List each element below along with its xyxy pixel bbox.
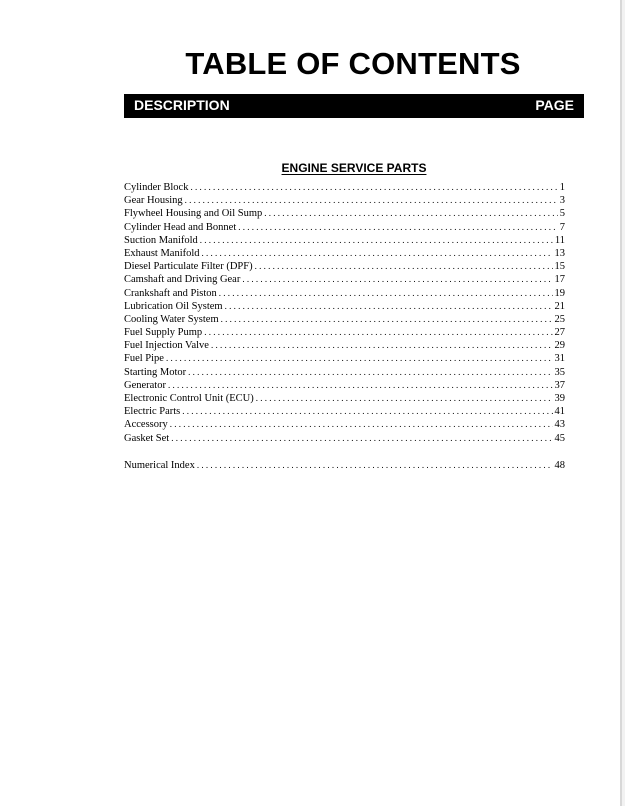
dot-leader [197, 459, 553, 472]
toc-entry-label: Suction Manifold [124, 234, 198, 246]
toc-entry-label: Flywheel Housing and Oil Sump [124, 208, 263, 220]
toc-entry-label: Numerical Index [124, 460, 195, 471]
toc-entry-label: Fuel Pipe [124, 353, 164, 365]
page-title: TABLE OF CONTENTS [185, 46, 521, 81]
dot-leader [225, 300, 553, 313]
dot-leader [264, 207, 558, 220]
toc-entry-page: 27 [554, 327, 565, 339]
toc-entry[interactable] [124, 313, 565, 326]
toc-entry-page: 11 [554, 234, 565, 246]
toc-entry-page: 35 [554, 366, 565, 378]
section-title [124, 160, 584, 176]
dot-leader [242, 273, 552, 286]
toc-entry[interactable] [124, 339, 565, 352]
toc-entry[interactable] [124, 379, 565, 392]
dot-leader [190, 181, 557, 194]
toc-entry-page: 31 [554, 353, 565, 365]
toc-list [124, 181, 565, 445]
dot-leader [256, 392, 553, 405]
dot-leader [202, 247, 553, 260]
toc-entry-label: Fuel Supply Pump [124, 327, 203, 339]
toc-entry-page: 29 [554, 340, 565, 352]
toc-entry[interactable] [124, 260, 565, 273]
dot-leader [200, 234, 553, 247]
toc-entry-page: 43 [554, 419, 565, 431]
dot-leader [170, 418, 553, 431]
toc-entry-page: 25 [554, 313, 565, 325]
toc-entry-page: 15 [554, 261, 565, 273]
toc-entry-label: Starting Motor [124, 366, 187, 378]
dot-leader [255, 260, 553, 273]
section-title-text: ENGINE SERVICE PARTS [281, 161, 427, 175]
toc-entry[interactable] [124, 234, 565, 247]
toc-entry-label: Gasket Set [124, 432, 170, 444]
toc-entry-label: Camshaft and Driving Gear [124, 274, 241, 286]
toc-entry-page: 3 [559, 195, 565, 207]
toc-entry-page: 13 [554, 247, 565, 259]
toc-entry[interactable] [124, 300, 565, 313]
toc-entry[interactable] [124, 392, 565, 405]
toc-entry-page: 39 [554, 393, 565, 404]
dot-leader [185, 194, 558, 207]
toc-entry-label: Lubrication Oil System [124, 300, 223, 312]
toc-entry-label: Generator [124, 379, 166, 391]
dot-leader [221, 313, 553, 326]
dot-leader [166, 352, 553, 365]
toc-entry-page: 19 [554, 287, 565, 299]
toc-entry-label: Cylinder Block [124, 182, 189, 193]
toc-entry-label: Electric Parts [124, 406, 181, 418]
toc-entry-label: Accessory [124, 419, 168, 431]
toc-entry[interactable] [124, 352, 565, 365]
toc-entry-page: 45 [554, 432, 565, 444]
toc-entry-numerical-index[interactable] [124, 459, 565, 472]
dot-leader [238, 221, 557, 234]
toc-entry[interactable] [124, 207, 565, 220]
toc-entry-label: Cooling Water System [124, 313, 219, 325]
toc-entry[interactable] [124, 221, 565, 234]
toc-entry[interactable] [124, 273, 565, 286]
toc-entry[interactable] [124, 247, 565, 260]
toc-entry[interactable] [124, 181, 565, 194]
toc-entry-label: Crankshaft and Piston [124, 287, 217, 299]
toc-entry[interactable] [124, 287, 565, 300]
dot-leader [211, 339, 553, 352]
toc-entry-page: 17 [554, 274, 565, 286]
dot-leader [168, 379, 553, 392]
toc-entry[interactable] [124, 326, 565, 339]
toc-entry-page: 5 [559, 208, 565, 220]
toc-entry-label: Cylinder Head and Bonnet [124, 221, 237, 233]
toc-entry-label: Fuel Injection Valve [124, 340, 209, 352]
toc-entry-page: 37 [554, 379, 565, 391]
toc-entry-page: 41 [554, 406, 565, 418]
toc-entry-page: 7 [559, 221, 565, 233]
toc-entry[interactable] [124, 432, 565, 445]
dot-leader [188, 366, 552, 379]
toc-entry-page: 21 [554, 300, 565, 312]
toc-header-bar [124, 94, 584, 118]
toc-entry-page: 48 [554, 460, 565, 471]
toc-entry[interactable] [124, 418, 565, 431]
toc-entry-label: Diesel Particulate Filter (DPF) [124, 261, 253, 273]
toc-entry-page: 1 [559, 182, 565, 193]
toc-entry[interactable] [124, 366, 565, 379]
dot-leader [219, 287, 553, 300]
toc-entry[interactable] [124, 405, 565, 418]
toc-entry-label: Electronic Control Unit (ECU) [124, 393, 254, 404]
description-column-header: DESCRIPTION [134, 97, 230, 113]
dot-leader [204, 326, 552, 339]
index-section [124, 459, 565, 472]
toc-entry-label: Exhaust Manifold [124, 247, 200, 259]
toc-entry-label: Gear Housing [124, 195, 183, 207]
dot-leader [182, 405, 552, 418]
page-column-header: PAGE [535, 97, 574, 113]
dot-leader [171, 432, 552, 445]
toc-entry[interactable] [124, 194, 565, 207]
